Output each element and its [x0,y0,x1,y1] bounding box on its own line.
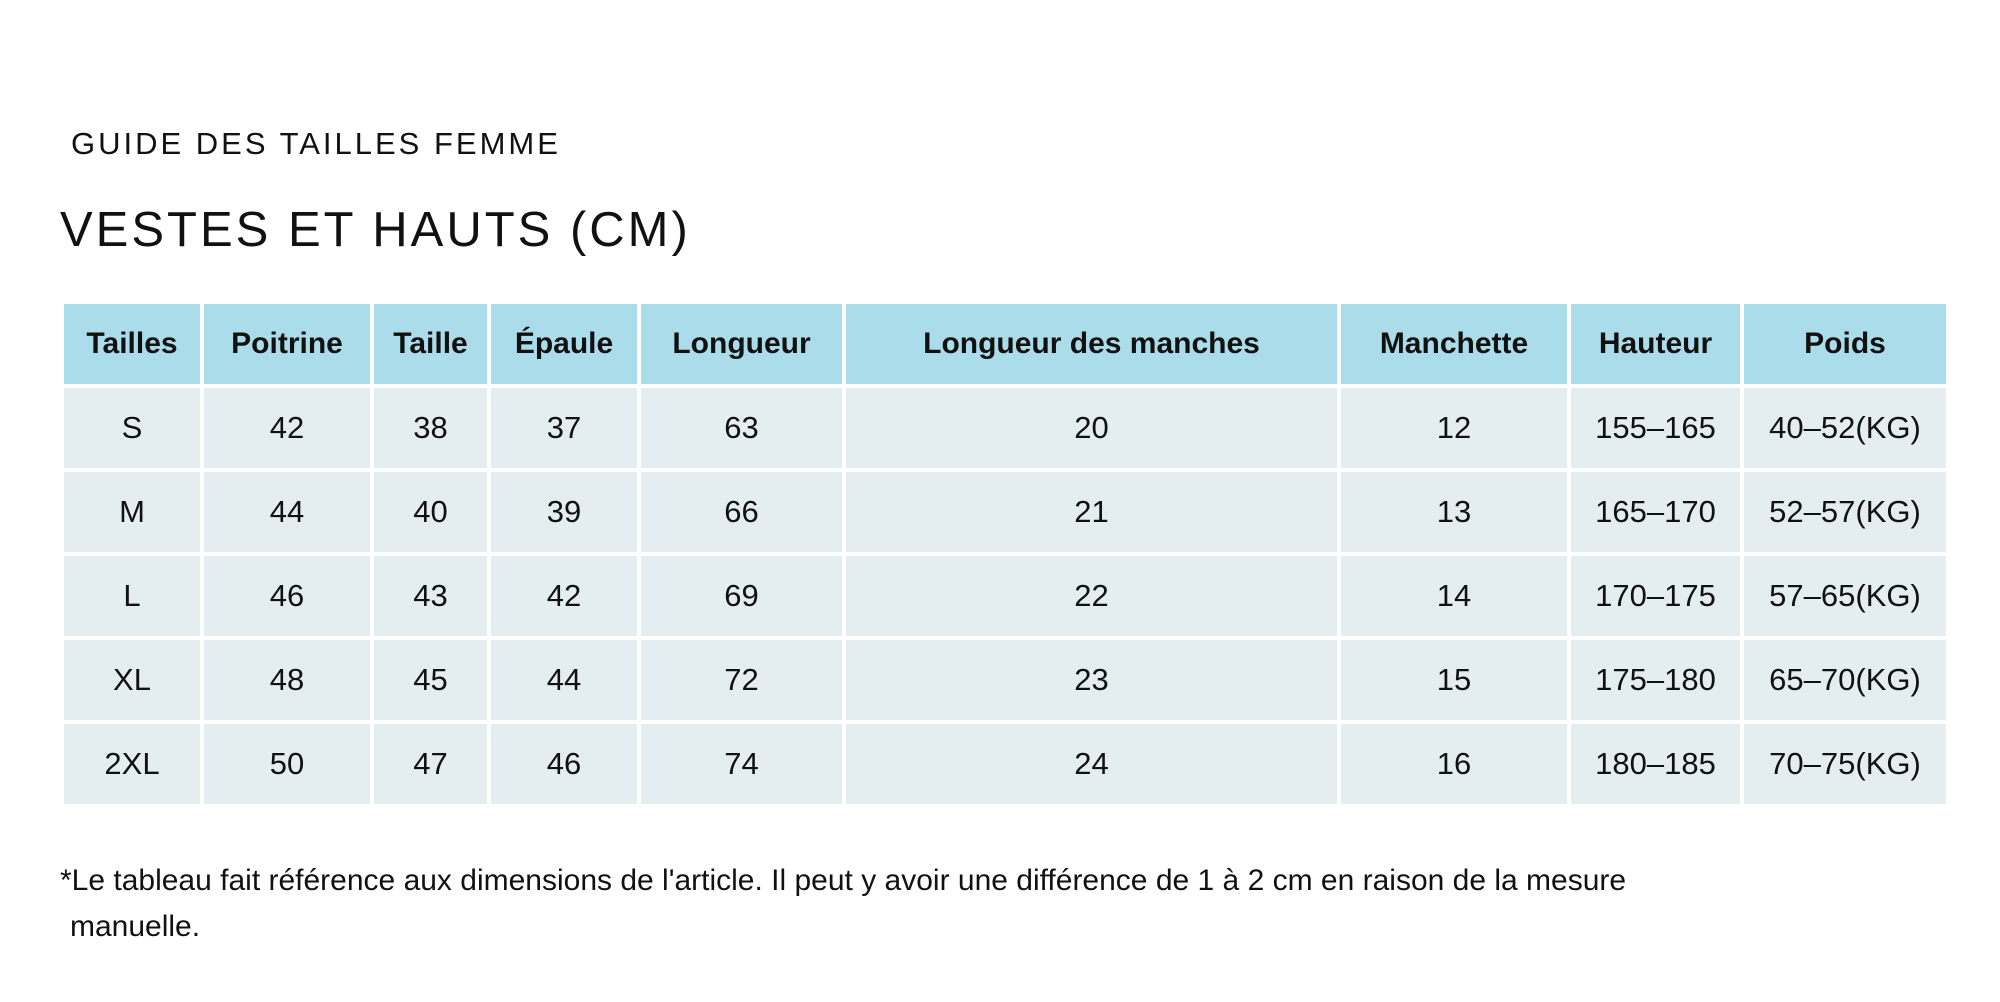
cell-taille: 38 [374,388,487,468]
cell-manchette: 16 [1341,724,1567,804]
cell-epaule: 46 [491,724,637,804]
table-row [64,472,1946,552]
cell-epaule: 37 [491,388,637,468]
table-row [64,556,1946,636]
table-header-row [64,304,1946,384]
cell-taille: 40 [374,472,487,552]
cell-poitrine: 48 [204,640,370,720]
header-longueur: Longueur [641,304,842,384]
cell-size: XL [64,640,200,720]
cell-epaule: 44 [491,640,637,720]
page-subtitle: GUIDE DES TAILLES FEMME [71,126,561,161]
cell-poitrine: 50 [204,724,370,804]
cell-poitrine: 46 [204,556,370,636]
cell-longueur: 63 [641,388,842,468]
header-tailles: Tailles [64,304,200,384]
cell-longueur-des-manches: 23 [846,640,1337,720]
cell-taille: 45 [374,640,487,720]
header-poids: Poids [1744,304,1946,384]
note-line-2: manuelle. [70,910,201,943]
cell-taille: 47 [374,724,487,804]
header-manchette: Manchette [1341,304,1567,384]
header-taille: Taille [374,304,487,384]
cell-poids: 70–75(KG) [1744,724,1946,804]
cell-poitrine: 44 [204,472,370,552]
cell-size: L [64,556,200,636]
header-epaule: Épaule [491,304,637,384]
cell-size: 2XL [64,724,200,804]
cell-hauteur: 165–170 [1571,472,1740,552]
measurement-note [60,858,1940,950]
table-row [64,640,1946,720]
cell-longueur-des-manches: 22 [846,556,1337,636]
page-title: VESTES ET HAUTS (CM) [60,203,691,257]
cell-poids: 57–65(KG) [1744,556,1946,636]
cell-size: S [64,388,200,468]
cell-size: M [64,472,200,552]
cell-longueur: 69 [641,556,842,636]
cell-longueur: 72 [641,640,842,720]
cell-poids: 65–70(KG) [1744,640,1946,720]
table-row [64,388,1946,468]
cell-manchette: 12 [1341,388,1567,468]
cell-hauteur: 175–180 [1571,640,1740,720]
cell-poids: 40–52(KG) [1744,388,1946,468]
cell-hauteur: 155–165 [1571,388,1740,468]
cell-epaule: 39 [491,472,637,552]
cell-manchette: 13 [1341,472,1567,552]
cell-longueur-des-manches: 21 [846,472,1337,552]
cell-longueur: 74 [641,724,842,804]
cell-poids: 52–57(KG) [1744,472,1946,552]
cell-poitrine: 42 [204,388,370,468]
header-poitrine: Poitrine [204,304,370,384]
cell-epaule: 42 [491,556,637,636]
cell-longueur-des-manches: 24 [846,724,1337,804]
cell-hauteur: 170–175 [1571,556,1740,636]
header-hauteur: Hauteur [1571,304,1740,384]
header-longueur-des-manches: Longueur des manches [846,304,1337,384]
cell-hauteur: 180–185 [1571,724,1740,804]
cell-longueur: 66 [641,472,842,552]
note-line-1: *Le tableau fait référence aux dimensions de l'article. Il peut y avoir une différence de 1 à 2 cm en raison de la mesure [60,864,1627,897]
size-table [60,300,1950,808]
cell-manchette: 14 [1341,556,1567,636]
cell-taille: 43 [374,556,487,636]
cell-longueur-des-manches: 20 [846,388,1337,468]
table-row [64,724,1946,804]
cell-manchette: 15 [1341,640,1567,720]
